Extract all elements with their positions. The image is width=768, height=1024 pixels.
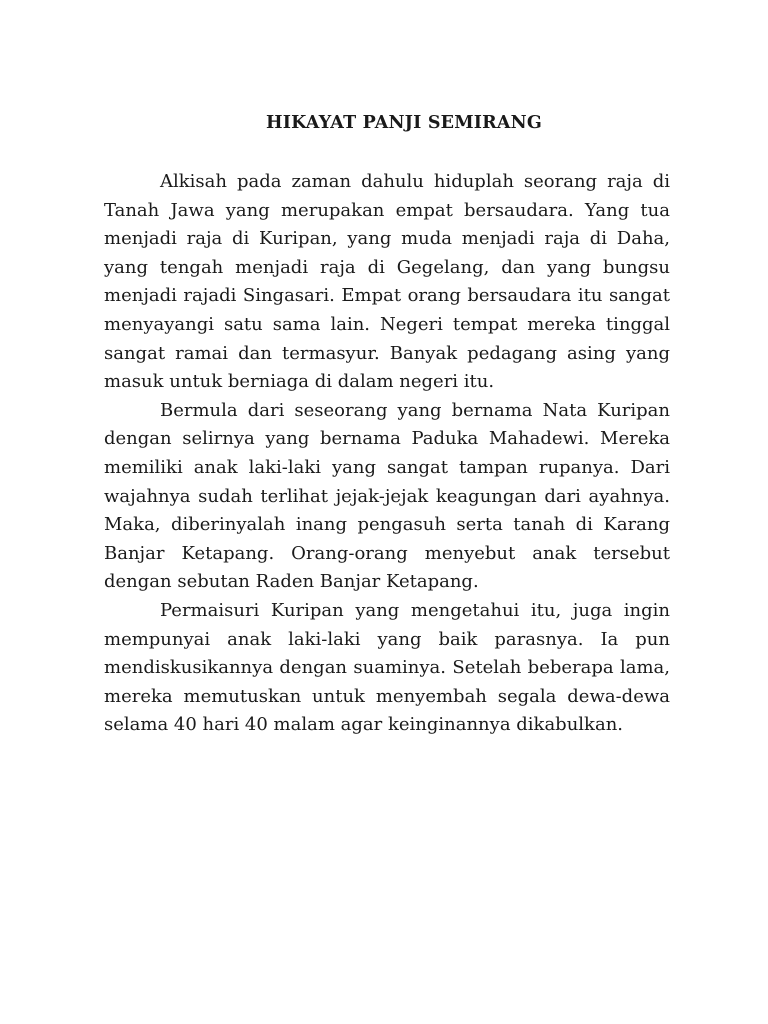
paragraph-1: Alkisah pada zaman dahulu hiduplah seorang raja di Tanah Jawa yang merupakan empat bersaudara. Yang tua menjadi raja di Kuripan, yang muda menjadi raja di Daha, yang tengah menjadi raja di Gegelang, dan yang bungsu menjadi rajadi Singasari. Empat orang bersaudara itu sangat menyayangi satu sama lain. Negeri tempat mereka tinggal sangat ramai dan termasyur. Banyak pedagang asing yang masuk untuk berniaga di dalam negeri itu. bbox=[104, 171, 670, 393]
paragraph-2: Bermula dari seseorang yang bernama Nata Kuripan dengan selirnya yang bernama Paduka Mahadewi. Mereka memiliki anak laki-laki yang sangat tampan rupanya. Dari wajahnya sudah terlihat jejak-jejak keagungan dari ayahnya. Maka, diberinyalah inang pengasuh serta tanah di Karang Banjar Ketapang. Orang-orang menyebut anak tersebut dengan sebutan Raden Banjar Ketapang. bbox=[104, 399, 670, 593]
paragraph-3: Permaisuri Kuripan yang mengetahui itu, juga ingin mempunyai anak laki-laki yang baik parasnya. Ia pun mendiskusikannya dengan suaminya. Setelah beberapa lama, mereka memutuskan untuk menyembah segala dewa-dewa selama 40 hari 40 malam agar keinginannya dikabulkan. bbox=[104, 599, 670, 736]
document-title: HIKAYAT PANJI SEMIRANG bbox=[265, 113, 543, 133]
document-page bbox=[104, 110, 670, 740]
